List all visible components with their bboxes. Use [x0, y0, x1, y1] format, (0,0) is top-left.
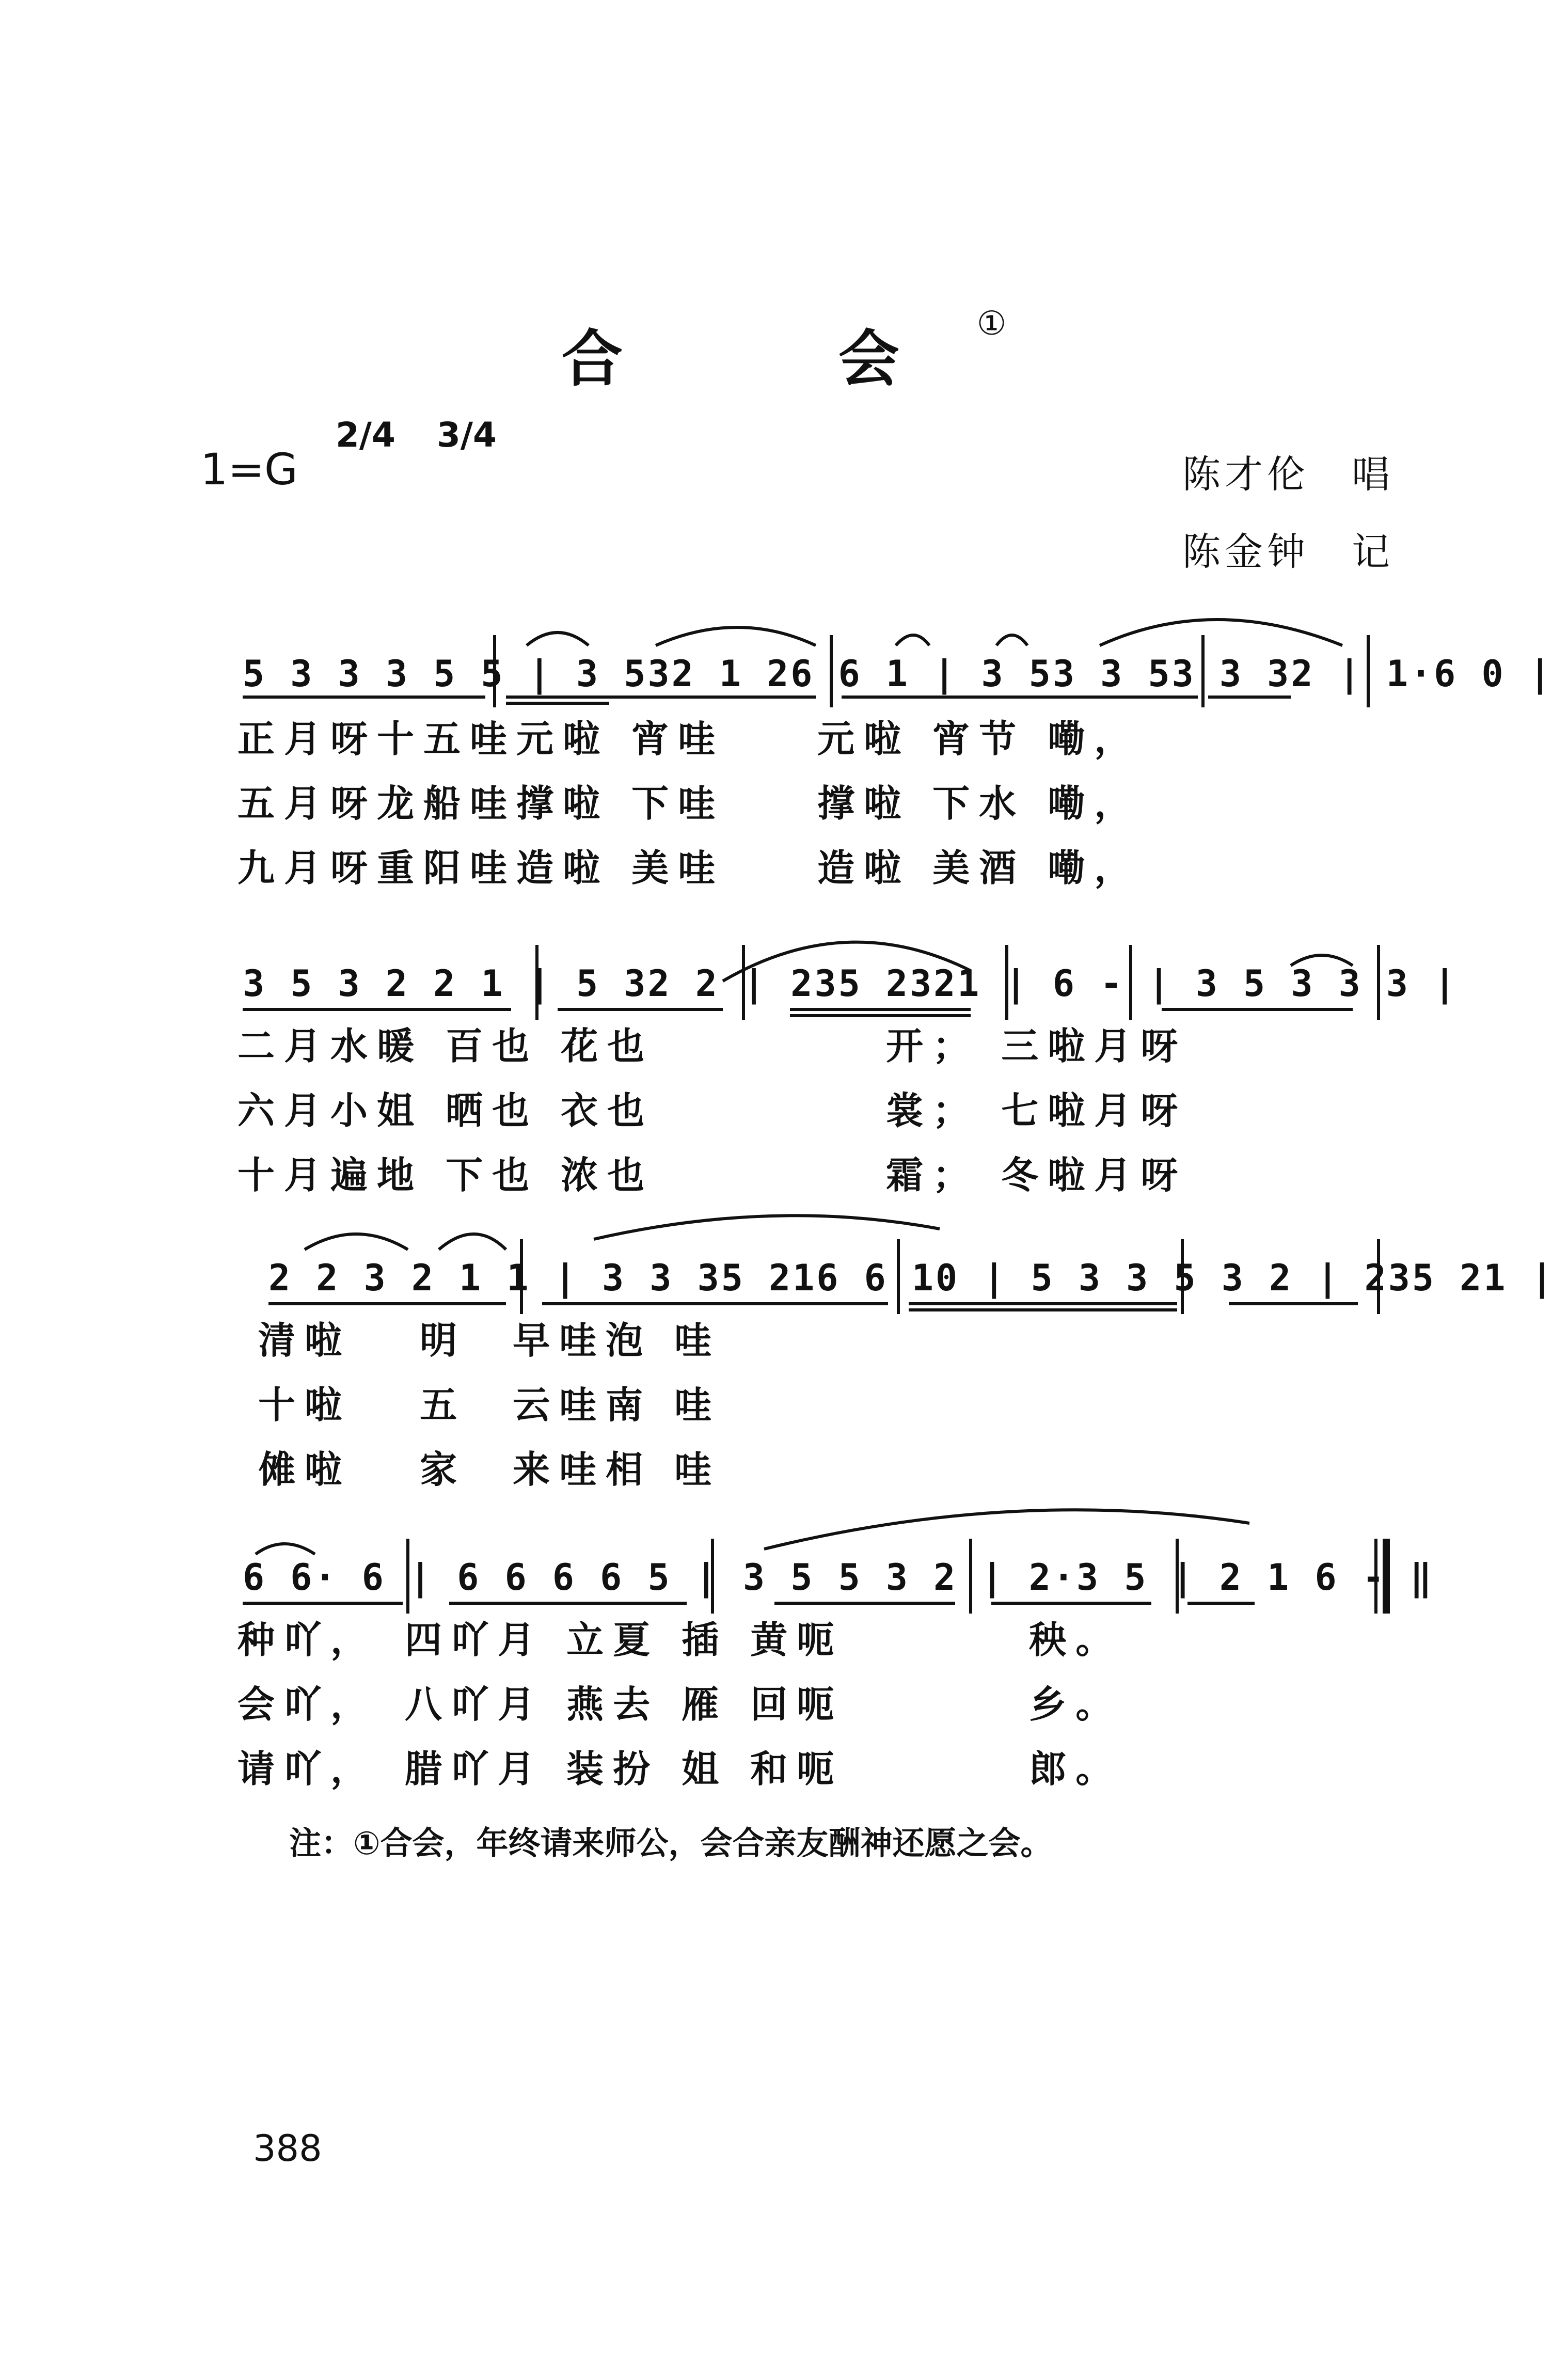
page-title: 合 会①	[561, 305, 1007, 394]
lyric-line: 傩啦 家 来哇相 哇	[258, 1448, 721, 1491]
time-signature: 2/4	[336, 415, 395, 455]
notation-line: 5 3 3 3 5 5 | 3 532 1 26 6 1 | 3 53 3 53 3 32 | 1·6 0 |	[243, 653, 1553, 695]
slur-mark	[305, 1234, 408, 1250]
time-signatures	[336, 415, 497, 455]
lyric-line: 清啦 明 早哇泡 哇	[258, 1319, 721, 1362]
lyric-line: 种吖， 四吖月 立夏 插 黄呃 秧。	[237, 1618, 1122, 1662]
lyric-line: 五月呀龙船哇撑啦 下哇 撑啦 下水 嘞，	[237, 782, 1141, 825]
lyric-line: 十月遍地 下也 浓也 霜； 冬啦月呀	[237, 1153, 1187, 1197]
slur-mark	[896, 635, 929, 645]
time-signature: 3/4	[436, 415, 497, 455]
slur-mark	[996, 635, 1027, 645]
slur-mark	[1100, 620, 1342, 645]
slur-mark	[594, 1215, 940, 1239]
page-number: 388	[253, 2127, 322, 2170]
notation-line: 2 2 3 2 1 1 | 3 3 35 216 6 10 | 5 3 3 5 3 2 | 235 21 |	[268, 1257, 1555, 1299]
slur-mark	[256, 1544, 315, 1554]
notation-line: 6 6· 6 | 6 6 6 6 5 | 3 5 5 3 2 | 2·3 5 | 2 1 6 - ‖	[243, 1556, 1434, 1599]
lyric-line: 十啦 五 云哇南 哇	[258, 1383, 721, 1427]
singer-credit: 陈才伦 唱	[1182, 452, 1394, 497]
footnote-mark: ①	[976, 305, 1007, 343]
slur-mark	[439, 1234, 506, 1250]
lyric-line: 正月呀十五哇元啦 宵哇 元啦 宵节 嘞，	[237, 717, 1141, 761]
lyric-line: 六月小姐 晒也 衣也 裳； 七啦月呀	[237, 1089, 1187, 1132]
slur-mark	[527, 633, 589, 645]
lyric-line: 二月水暖 百也 花也 开； 三啦月呀	[237, 1024, 1187, 1068]
transcriber-credit: 陈金钟 记	[1182, 530, 1394, 574]
lyric-line: 请吖， 腊吖月 装扮 姐 和呃 郎。	[237, 1747, 1122, 1791]
footnote: 注：①合会，年终请来师公，会合亲友酬神还愿之会。	[289, 1824, 1053, 1862]
lyric-line: 九月呀重阳哇造啦 美哇 造啦 美酒 嘞，	[237, 846, 1141, 890]
notation-line: 3 5 3 2 2 1 | 5 32 2 | 235 2321 | 6 - | 3 5 3 3 3 |	[243, 962, 1458, 1005]
key-signature: 1=G	[200, 444, 298, 495]
slur-mark	[656, 627, 816, 645]
lyric-line: 会吖， 八吖月 燕去 雁 回呃 乡。	[237, 1683, 1122, 1726]
